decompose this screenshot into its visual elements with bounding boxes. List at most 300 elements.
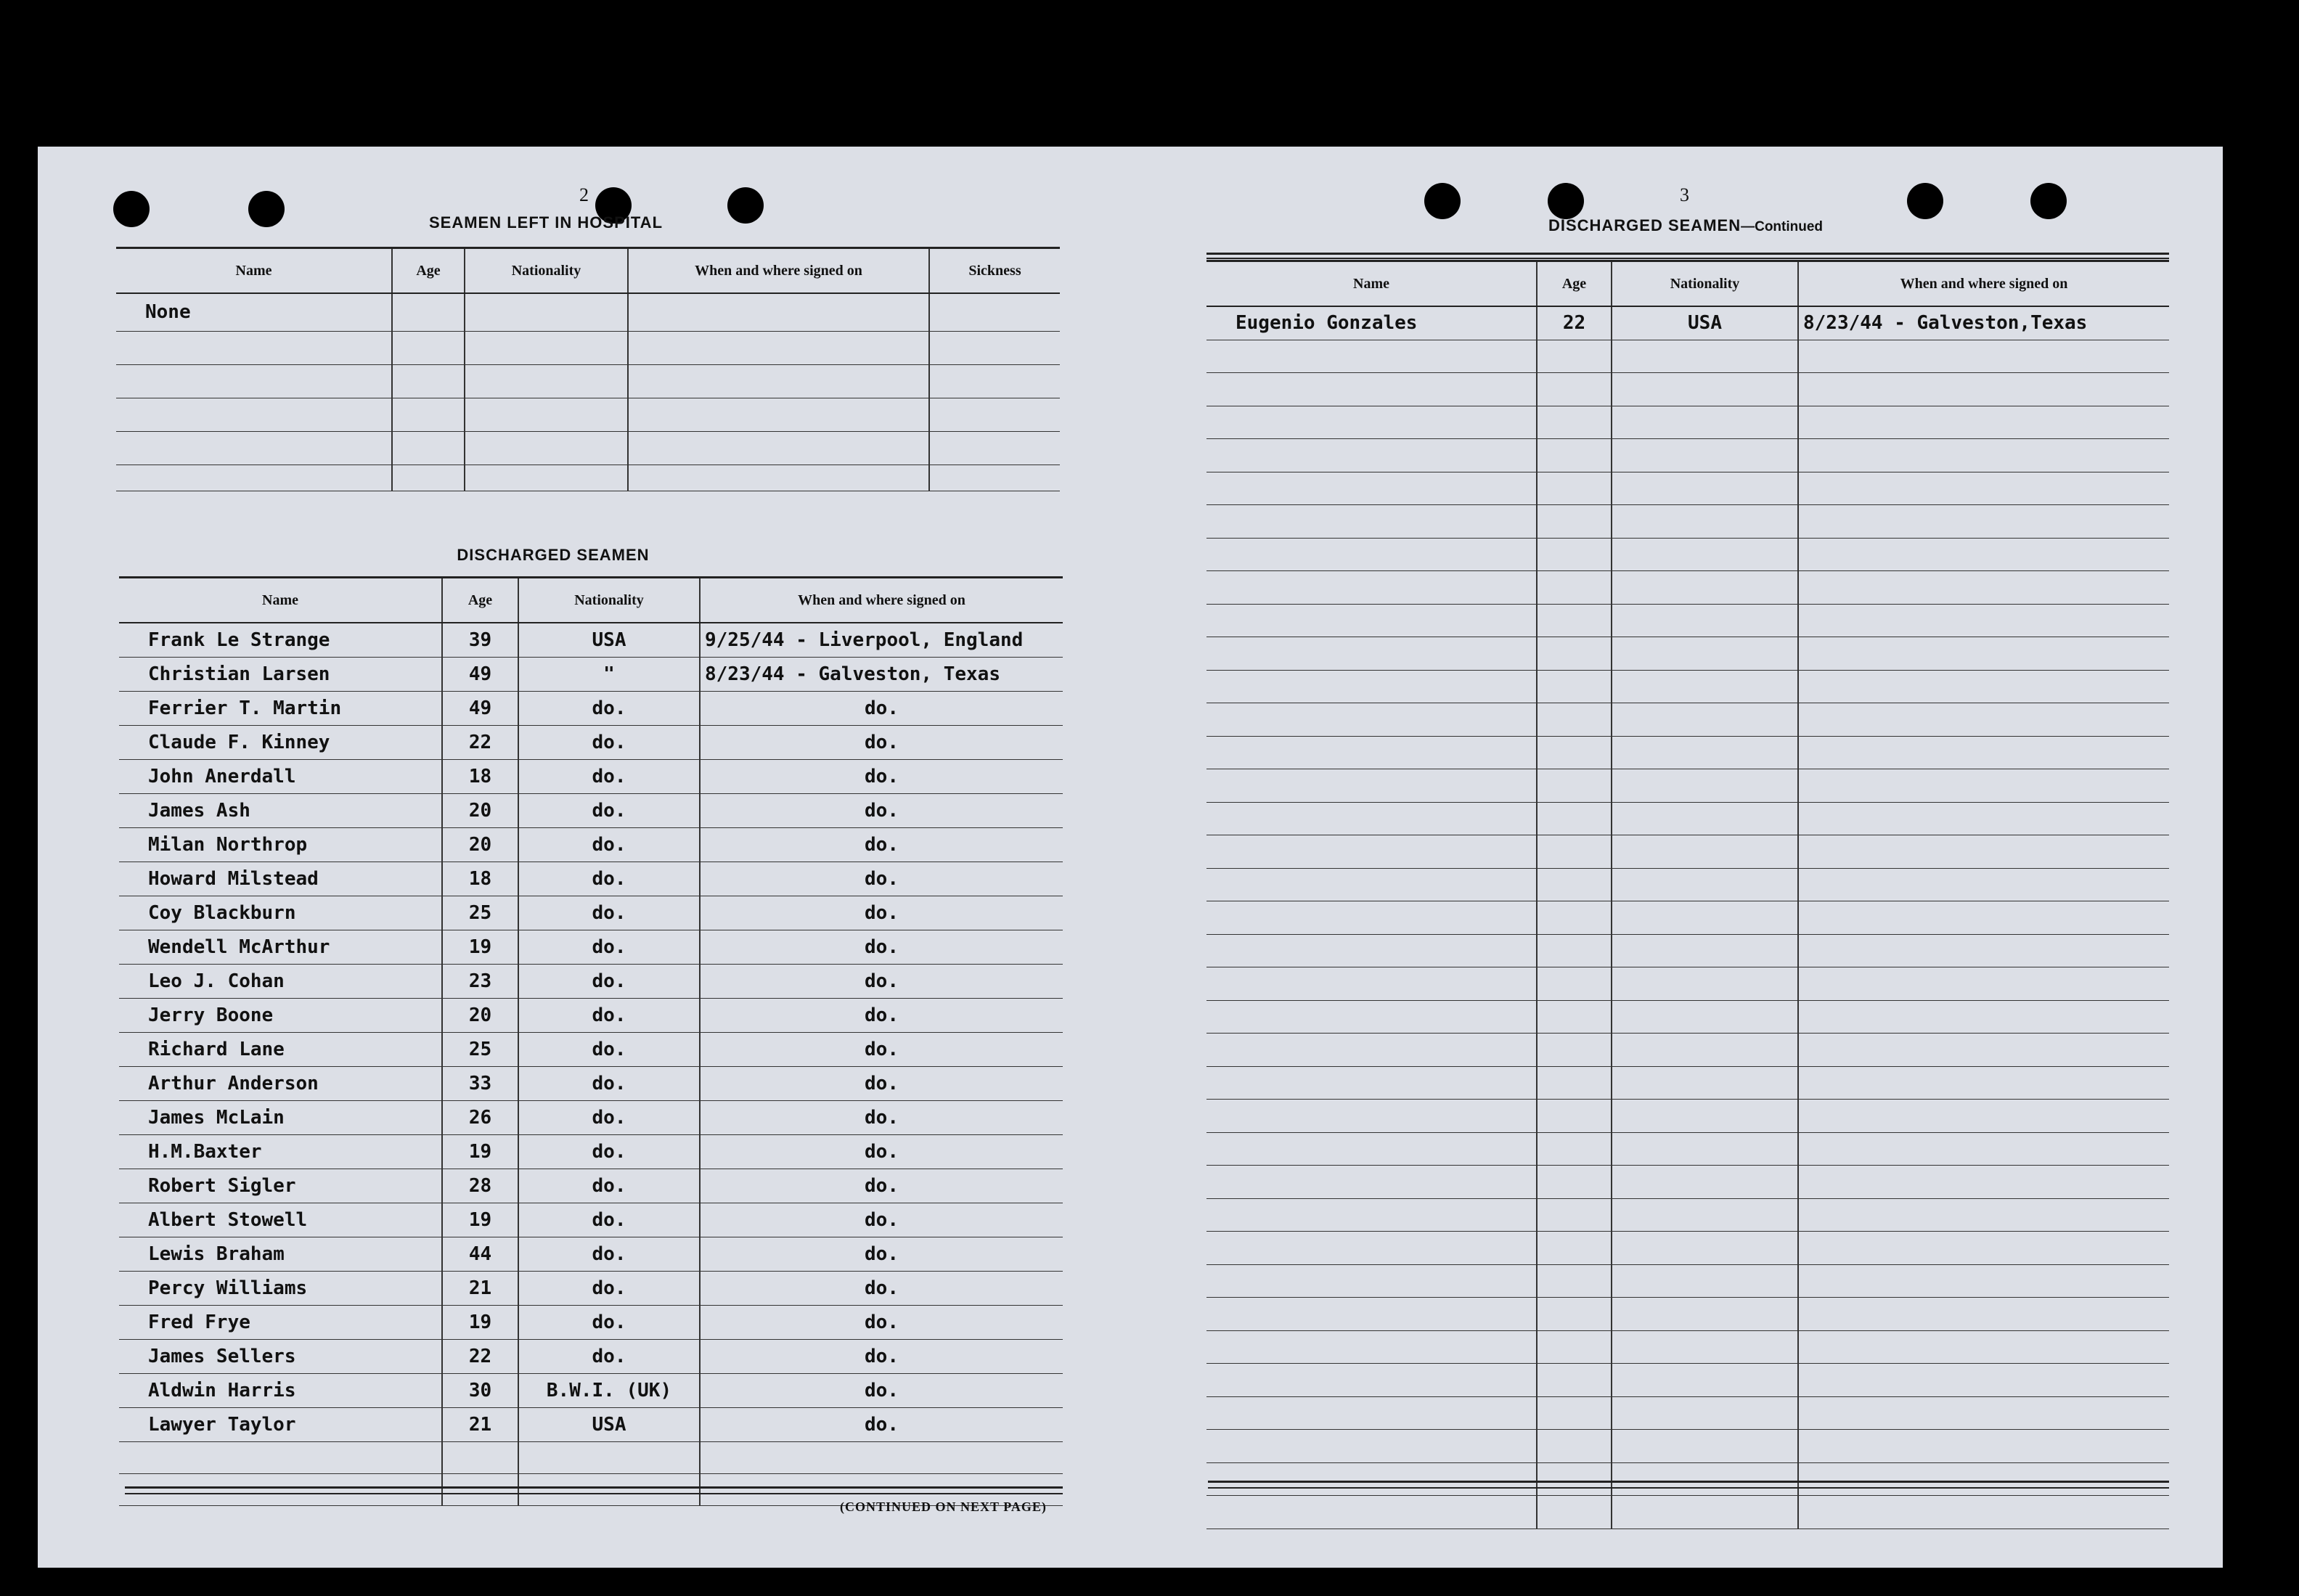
- seaman-age: 25: [442, 896, 518, 930]
- blank-cell: [119, 1441, 442, 1473]
- blank-cell: [1798, 1000, 2169, 1034]
- seaman-age: 22: [1537, 306, 1612, 340]
- blank-row: [1206, 340, 2169, 373]
- blank-cell: [1612, 1132, 1798, 1166]
- table-row: [119, 1134, 1063, 1169]
- blank-row: [119, 1441, 1063, 1473]
- right-page: [1127, 147, 2223, 1568]
- blank-cell: [1612, 1034, 1798, 1067]
- seaman-nationality: do.: [518, 1339, 700, 1373]
- blank-cell: [1206, 1000, 1537, 1034]
- blank-cell: [1798, 373, 2169, 406]
- blank-cell: [1798, 1034, 2169, 1067]
- seaman-name: Milan Northrop: [119, 827, 442, 862]
- seaman-age: 19: [442, 930, 518, 964]
- seaman-nationality: do.: [518, 827, 700, 862]
- table-row: [119, 623, 1063, 657]
- blank-cell: [1612, 1066, 1798, 1100]
- blank-cell: [1206, 1396, 1537, 1430]
- blank-cell: [1612, 901, 1798, 935]
- blank-cell: [1206, 1430, 1537, 1463]
- blank-cell: [1537, 538, 1612, 571]
- blank-cell: [1206, 934, 1537, 967]
- blank-cell: [1537, 670, 1612, 703]
- left-page: [38, 147, 1127, 1568]
- discharged-section-title: DISCHARGED SEAMEN: [457, 546, 650, 564]
- table-row: [119, 657, 1063, 691]
- blank-cell: [1612, 802, 1798, 835]
- blank-cell: [1537, 1330, 1612, 1364]
- blank-cell: [1537, 1396, 1612, 1430]
- blank-cell: [1612, 340, 1798, 373]
- seaman-signed-on: do.: [700, 691, 1063, 725]
- blank-cell: [1206, 1364, 1537, 1397]
- blank-cell: [1798, 1198, 2169, 1232]
- seaman-nationality: do.: [518, 1100, 700, 1134]
- bottom-rule: [1208, 1481, 2169, 1489]
- blank-cell: [1798, 1430, 2169, 1463]
- blank-cell: [1798, 571, 2169, 605]
- blank-cell: [1798, 1066, 2169, 1100]
- seaman-age: 19: [442, 1134, 518, 1169]
- column-header-name: Name: [119, 578, 442, 623]
- seaman-signed-on: do.: [700, 1134, 1063, 1169]
- blank-cell: [1798, 604, 2169, 637]
- column-header-nationality: Nationality: [518, 578, 700, 623]
- column-header-signed-on: When and where signed on: [1798, 261, 2169, 307]
- seaman-signed-on: do.: [700, 1407, 1063, 1441]
- blank-row: [1206, 1132, 2169, 1166]
- blank-cell: [1537, 1100, 1612, 1133]
- seaman-signed-on: do.: [700, 862, 1063, 896]
- blank-cell: [1206, 1166, 1537, 1199]
- blank-row: [1206, 1066, 2169, 1100]
- blank-cell: [1537, 1198, 1612, 1232]
- blank-row: [1206, 1198, 2169, 1232]
- seaman-age: 18: [442, 759, 518, 793]
- column-header-name: Name: [1206, 261, 1537, 307]
- blank-cell: [1206, 1232, 1537, 1265]
- blank-cell: [1798, 1364, 2169, 1397]
- blank-cell: [1798, 472, 2169, 505]
- seaman-name: John Anerdall: [119, 759, 442, 793]
- blank-row: [1206, 802, 2169, 835]
- seaman-name: Coy Blackburn: [119, 896, 442, 930]
- blank-cell: [1206, 538, 1537, 571]
- seaman-age: 22: [442, 725, 518, 759]
- seaman-name: Arthur Anderson: [119, 1066, 442, 1100]
- seaman-age: 25: [442, 1032, 518, 1066]
- table-row: [119, 998, 1063, 1032]
- continued-table: [1206, 260, 2169, 1529]
- blank-cell: [1206, 637, 1537, 671]
- blank-cell: [1798, 505, 2169, 539]
- blank-cell: [1612, 769, 1798, 803]
- blank-cell: [1612, 967, 1798, 1001]
- seaman-name: Richard Lane: [119, 1032, 442, 1066]
- blank-row: [1206, 1330, 2169, 1364]
- punch-hole: [113, 191, 150, 227]
- blank-cell: [1537, 1000, 1612, 1034]
- blank-cell: [1612, 505, 1798, 539]
- table-row: [119, 1373, 1063, 1407]
- table-row: [119, 1066, 1063, 1100]
- table-row: [119, 964, 1063, 998]
- blank-cell: [1612, 1298, 1798, 1331]
- seaman-age: 20: [442, 998, 518, 1032]
- continued-section-title: [1533, 216, 1838, 235]
- table-row: [119, 759, 1063, 793]
- blank-cell: [1612, 373, 1798, 406]
- seaman-signed-on: do.: [700, 1271, 1063, 1305]
- column-header-signed-on: When and where signed on: [700, 578, 1063, 623]
- table-row: [119, 930, 1063, 964]
- seaman-age: 23: [442, 964, 518, 998]
- seaman-name: Howard Milstead: [119, 862, 442, 896]
- blank-cell: [1612, 835, 1798, 869]
- blank-cell: [1537, 736, 1612, 769]
- table-row: [1206, 306, 2169, 340]
- blank-cell: [1206, 1496, 1537, 1529]
- blank-cell: [518, 1441, 700, 1473]
- seaman-nationality: do.: [518, 1203, 700, 1237]
- table-row: [119, 1407, 1063, 1441]
- blank-cell: [1206, 835, 1537, 869]
- blank-row: [1206, 1364, 2169, 1397]
- blank-cell: [1537, 571, 1612, 605]
- seaman-age: 30: [442, 1373, 518, 1407]
- blank-cell: [1206, 439, 1537, 472]
- seaman-signed-on: do.: [700, 998, 1063, 1032]
- column-header-name: Name: [116, 248, 392, 294]
- hospital-entry: None: [116, 293, 392, 331]
- seaman-nationality: B.W.I. (UK): [518, 1373, 700, 1407]
- blank-cell: [1612, 406, 1798, 439]
- table-row: [119, 862, 1063, 896]
- blank-cell: [1612, 703, 1798, 737]
- blank-cell: [1612, 571, 1798, 605]
- discharged-table: [119, 576, 1063, 1506]
- punch-hole: [1548, 183, 1584, 219]
- seaman-age: 19: [442, 1203, 518, 1237]
- table-row: [119, 1169, 1063, 1203]
- blank-cell: [1206, 967, 1537, 1001]
- blank-row: [1206, 1166, 2169, 1199]
- blank-cell: [1537, 769, 1612, 803]
- column-header-signed-on: When and where signed on: [628, 248, 929, 294]
- seaman-signed-on: do.: [700, 930, 1063, 964]
- blank-row: [1206, 670, 2169, 703]
- blank-cell: [1798, 1100, 2169, 1133]
- blank-cell: [1537, 934, 1612, 967]
- seaman-nationality: do.: [518, 793, 700, 827]
- table-row: [119, 1203, 1063, 1237]
- blank-cell: [1798, 406, 2169, 439]
- blank-cell: [1537, 1166, 1612, 1199]
- blank-cell: [1612, 1232, 1798, 1265]
- table-row: [119, 1100, 1063, 1134]
- blank-cell: [1612, 1430, 1798, 1463]
- blank-row: [1206, 472, 2169, 505]
- seaman-age: 49: [442, 691, 518, 725]
- column-header-age: Age: [442, 578, 518, 623]
- column-header-sickness: Sickness: [929, 248, 1060, 294]
- blank-cell: [1798, 901, 2169, 935]
- blank-cell: [1798, 1132, 2169, 1166]
- blank-cell: [1206, 505, 1537, 539]
- blank-cell: [1537, 1298, 1612, 1331]
- blank-cell: [1798, 637, 2169, 671]
- seaman-nationality: do.: [518, 930, 700, 964]
- seaman-name: Wendell McArthur: [119, 930, 442, 964]
- blank-row: [1206, 373, 2169, 406]
- blank-cell: [1612, 1264, 1798, 1298]
- blank-cell: [1206, 703, 1537, 737]
- seaman-age: 22: [442, 1339, 518, 1373]
- blank-cell: [1537, 505, 1612, 539]
- blank-cell: [1798, 1232, 2169, 1265]
- column-header-age: Age: [392, 248, 465, 294]
- blank-cell: [1206, 1066, 1537, 1100]
- blank-cell: [1537, 1264, 1612, 1298]
- blank-cell: [1537, 1232, 1612, 1265]
- blank-cell: [1798, 736, 2169, 769]
- blank-cell: [1798, 1166, 2169, 1199]
- bottom-rule: [125, 1486, 1063, 1494]
- table-row: [119, 793, 1063, 827]
- blank-cell: [1537, 1462, 1612, 1496]
- blank-cell: [1206, 1100, 1537, 1133]
- blank-cell: [1798, 868, 2169, 901]
- blank-cell: [1537, 802, 1612, 835]
- blank-cell: [1798, 1330, 2169, 1364]
- seaman-name: Leo J. Cohan: [119, 964, 442, 998]
- blank-row: [1206, 901, 2169, 935]
- blank-cell: [1206, 868, 1537, 901]
- seaman-name: Albert Stowell: [119, 1203, 442, 1237]
- blank-row: [1206, 604, 2169, 637]
- punch-hole: [248, 191, 285, 227]
- seaman-nationality: do.: [518, 964, 700, 998]
- blank-cell: [1537, 703, 1612, 737]
- table-row: [119, 1305, 1063, 1339]
- blank-cell: [1798, 538, 2169, 571]
- seaman-name: Aldwin Harris: [119, 1373, 442, 1407]
- table-row: [119, 827, 1063, 862]
- continued-note: (CONTINUED ON NEXT PAGE): [840, 1499, 1047, 1514]
- blank-cell: [1206, 670, 1537, 703]
- column-header-nationality: Nationality: [1612, 261, 1798, 307]
- blank-cell: [1537, 1066, 1612, 1100]
- seaman-age: 44: [442, 1237, 518, 1271]
- seaman-age: 26: [442, 1100, 518, 1134]
- blank-cell: [1537, 406, 1612, 439]
- blank-cell: [1206, 1034, 1537, 1067]
- blank-cell: [1612, 1000, 1798, 1034]
- seaman-signed-on: do.: [700, 1032, 1063, 1066]
- blank-row: [1206, 1462, 2169, 1496]
- blank-row: [1206, 703, 2169, 737]
- blank-cell: [1612, 1100, 1798, 1133]
- blank-row: [1206, 769, 2169, 803]
- blank-cell: [1798, 967, 2169, 1001]
- blank-cell: [1612, 1462, 1798, 1496]
- blank-cell: [1537, 835, 1612, 869]
- blank-cell: [1612, 472, 1798, 505]
- seaman-signed-on: do.: [700, 1305, 1063, 1339]
- seaman-signed-on: do.: [700, 827, 1063, 862]
- blank-row: [1206, 406, 2169, 439]
- seaman-signed-on: do.: [700, 964, 1063, 998]
- blank-cell: [1612, 1198, 1798, 1232]
- seaman-nationality: do.: [518, 1169, 700, 1203]
- punch-hole: [1907, 183, 1943, 219]
- seaman-age: 21: [442, 1271, 518, 1305]
- seaman-nationality: do.: [518, 691, 700, 725]
- seaman-nationality: ": [518, 657, 700, 691]
- section-title-suffix: —Continued: [1741, 219, 1824, 234]
- blank-cell: [1537, 901, 1612, 935]
- seaman-signed-on: do.: [700, 896, 1063, 930]
- seaman-name: James McLain: [119, 1100, 442, 1134]
- blank-cell: [1798, 703, 2169, 737]
- hospital-table: [116, 247, 1060, 491]
- document-sheet: [38, 147, 2223, 1568]
- punch-hole: [1424, 183, 1461, 219]
- table-row: [119, 1237, 1063, 1271]
- table-row: [119, 1339, 1063, 1373]
- blank-cell: [1206, 472, 1537, 505]
- blank-cell: [1612, 1396, 1798, 1430]
- seaman-name: Eugenio Gonzales: [1206, 306, 1537, 340]
- blank-row: [1206, 1000, 2169, 1034]
- blank-row: [1206, 1496, 2169, 1529]
- seaman-name: Jerry Boone: [119, 998, 442, 1032]
- seaman-name: James Ash: [119, 793, 442, 827]
- blank-row: [1206, 1430, 2169, 1463]
- seaman-nationality: do.: [518, 1066, 700, 1100]
- blank-cell: [1537, 1034, 1612, 1067]
- blank-cell: [1206, 571, 1537, 605]
- blank-cell: [1612, 439, 1798, 472]
- blank-cell: [1798, 934, 2169, 967]
- seaman-signed-on: do.: [700, 1373, 1063, 1407]
- blank-cell: [1798, 1496, 2169, 1529]
- blank-row: [1206, 571, 2169, 605]
- blank-cell: [1612, 637, 1798, 671]
- seaman-age: 49: [442, 657, 518, 691]
- blank-cell: [1537, 967, 1612, 1001]
- seaman-nationality: do.: [518, 1305, 700, 1339]
- blank-cell: [1537, 1132, 1612, 1166]
- seaman-name: Robert Sigler: [119, 1169, 442, 1203]
- blank-row: [1206, 1396, 2169, 1430]
- blank-cell: [1537, 340, 1612, 373]
- blank-cell: [1206, 340, 1537, 373]
- blank-cell: [1537, 637, 1612, 671]
- blank-cell: [1537, 1364, 1612, 1397]
- punch-hole: [727, 187, 764, 224]
- blank-row: [1206, 934, 2169, 967]
- blank-cell: [1612, 934, 1798, 967]
- blank-cell: [1798, 802, 2169, 835]
- table-row: [119, 1032, 1063, 1066]
- seaman-name: Claude F. Kinney: [119, 725, 442, 759]
- blank-cell: [1537, 439, 1612, 472]
- blank-cell: [1206, 1298, 1537, 1331]
- blank-row: [1206, 1298, 2169, 1331]
- blank-row: [1206, 868, 2169, 901]
- table-row: [119, 725, 1063, 759]
- seaman-name: Lawyer Taylor: [119, 1407, 442, 1441]
- blank-cell: [1537, 472, 1612, 505]
- blank-cell: [1612, 736, 1798, 769]
- seaman-signed-on: do.: [700, 793, 1063, 827]
- seaman-age: 28: [442, 1169, 518, 1203]
- blank-row: [1206, 439, 2169, 472]
- seaman-age: 39: [442, 623, 518, 657]
- seaman-signed-on: do.: [700, 1339, 1063, 1373]
- blank-cell: [1798, 769, 2169, 803]
- blank-cell: [1798, 439, 2169, 472]
- seaman-signed-on: do.: [700, 1100, 1063, 1134]
- blank-cell: [1206, 769, 1537, 803]
- blank-cell: [1537, 1496, 1612, 1529]
- blank-row: [1206, 538, 2169, 571]
- blank-cell: [1206, 1462, 1537, 1496]
- blank-row: [1206, 505, 2169, 539]
- seaman-name: Percy Williams: [119, 1271, 442, 1305]
- seaman-name: Christian Larsen: [119, 657, 442, 691]
- seaman-nationality: do.: [518, 1271, 700, 1305]
- seaman-nationality: do.: [518, 1032, 700, 1066]
- seaman-nationality: USA: [518, 1407, 700, 1441]
- seaman-name: James Sellers: [119, 1339, 442, 1373]
- seaman-name: H.M.Baxter: [119, 1134, 442, 1169]
- seaman-signed-on: do.: [700, 1203, 1063, 1237]
- seaman-age: 21: [442, 1407, 518, 1441]
- blank-row: [1206, 1100, 2169, 1133]
- blank-cell: [1612, 868, 1798, 901]
- blank-cell: [1206, 1198, 1537, 1232]
- seaman-signed-on: do.: [700, 1169, 1063, 1203]
- blank-cell: [1798, 1396, 2169, 1430]
- blank-cell: [1206, 1132, 1537, 1166]
- blank-cell: [1537, 1430, 1612, 1463]
- table-row: [119, 1271, 1063, 1305]
- seaman-signed-on: do.: [700, 759, 1063, 793]
- blank-row: [1206, 1034, 2169, 1067]
- blank-cell: [1612, 670, 1798, 703]
- blank-cell: [1798, 340, 2169, 373]
- blank-cell: [1612, 604, 1798, 637]
- blank-cell: [1798, 670, 2169, 703]
- blank-cell: [1206, 1330, 1537, 1364]
- blank-row: [1206, 736, 2169, 769]
- seaman-signed-on: 8/23/44 - Galveston,Texas: [1798, 306, 2169, 340]
- seaman-nationality: do.: [518, 862, 700, 896]
- seaman-name: Fred Frye: [119, 1305, 442, 1339]
- blank-cell: [1798, 835, 2169, 869]
- blank-cell: [1798, 1298, 2169, 1331]
- blank-cell: [1206, 373, 1537, 406]
- seaman-signed-on: 9/25/44 - Liverpool, England: [700, 623, 1063, 657]
- table-row: [119, 691, 1063, 725]
- blank-row: [1206, 1232, 2169, 1265]
- blank-cell: [1612, 1330, 1798, 1364]
- seaman-nationality: do.: [518, 998, 700, 1032]
- blank-cell: [442, 1441, 518, 1473]
